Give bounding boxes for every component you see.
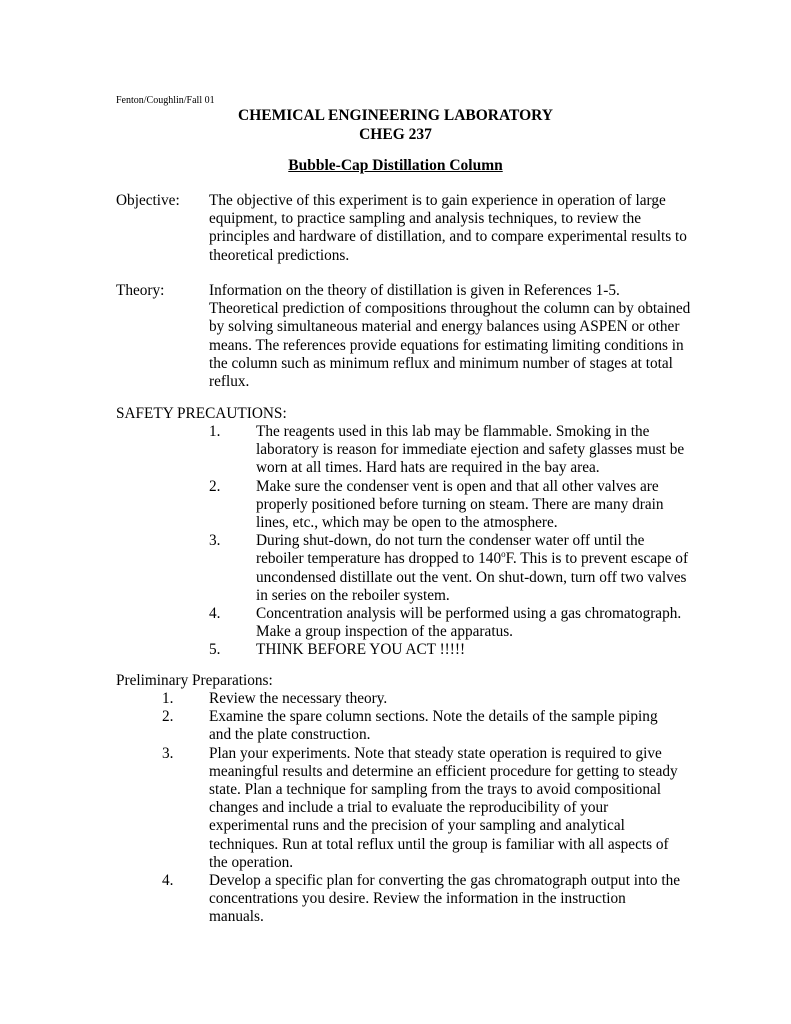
list-item xyxy=(209,641,689,659)
item-text-part: F. This is to prevent escape of uncondensed distillate out the vent. On shut-down, turn off two valves in series on the reboiler system. xyxy=(256,550,689,604)
item-number: 3. xyxy=(209,532,221,550)
item-text: THINK BEFORE YOU ACT !!!!! xyxy=(256,641,466,659)
item-text: Examine the spare column sections. Note the details of the sample piping and the plate construction. xyxy=(209,708,658,744)
item-text: Concentration analysis will be performed using a gas chromatograph. Make a group inspection of the apparatus. xyxy=(256,605,682,641)
item-number: 2. xyxy=(209,477,221,495)
theory-label: Theory: xyxy=(116,282,165,299)
document-title: CHEMICAL ENGINEERING LABORATORY xyxy=(238,107,553,124)
list-item xyxy=(209,478,689,533)
item-text-part: During shut-down, do not turn the condenser water off until the reboiler temperature has dropped to 140 xyxy=(256,532,645,568)
item-text: Plan your experiments. Note that steady state operation is required to give meaningful results and determine an efficient procedure for getting to steady state. Plan a technique for sampling from the trays to avoid compositional changes and include a trial to evaluate the reproducibility of your experimental runs and the precision of your sampling and analytical techniques. Run at total reflux until the group is familiar with all aspects of the operation. xyxy=(209,744,678,871)
item-number: 2. xyxy=(162,708,174,726)
item-number: 4. xyxy=(162,872,174,890)
list-item xyxy=(209,532,689,605)
item-number: 1. xyxy=(209,423,221,440)
item-number: 5. xyxy=(209,641,221,659)
objective-label: Objective: xyxy=(116,192,180,209)
preliminary-list xyxy=(162,690,682,927)
item-text xyxy=(256,532,688,604)
item-text: Make sure the condenser vent is open and that all other valves are properly positioned before turning on steam. There are many drain lines, etc., which may be open to the atmosphere. xyxy=(256,477,664,532)
objective-text: The objective of this experiment is to gain experience in operation of large equipment, to practice sampling and analysis techniques, to review the principles and hardware of distillation, and to compare experimental results to theoretical predictions. xyxy=(209,192,687,264)
preliminary-heading: Preliminary Preparations: xyxy=(116,672,273,689)
degree-superscript: o xyxy=(501,549,506,560)
list-item xyxy=(162,872,682,927)
list-item xyxy=(162,690,682,708)
item-text: Develop a specific plan for converting the gas chromatograph output into the concentrations you desire. Review the information in the instruction manuals. xyxy=(209,872,681,926)
item-number: 3. xyxy=(162,744,174,762)
list-item xyxy=(209,423,689,478)
list-item xyxy=(162,745,682,872)
safety-heading: SAFETY PRECAUTIONS: xyxy=(116,405,287,422)
course-code: CHEG 237 xyxy=(359,126,432,143)
list-item xyxy=(162,708,682,744)
list-item xyxy=(209,605,689,641)
safety-list xyxy=(209,423,689,660)
item-number: 1. xyxy=(162,690,174,707)
item-text: Review the necessary theory. xyxy=(209,690,388,707)
header-note: Fenton/Coughlin/Fall 01 xyxy=(116,95,215,106)
item-text: The reagents used in this lab may be flammable. Smoking in the laboratory is reason for immediate ejection and safety glasses must be worn at all times. Hard hats are required in the bay area. xyxy=(256,423,685,477)
theory-text: Information on the theory of distillation is given in References 1-5. Theoretical prediction of compositions throughout the column can by obtained by solving simultaneous material and energy balances using ASPEN or other means. The references provide equations for estimating limiting conditions in the column such as minimum reflux and minimum number of stages at total reflux. xyxy=(209,282,691,391)
item-number: 4. xyxy=(209,605,221,623)
experiment-title: Bubble-Cap Distillation Column xyxy=(288,157,503,174)
